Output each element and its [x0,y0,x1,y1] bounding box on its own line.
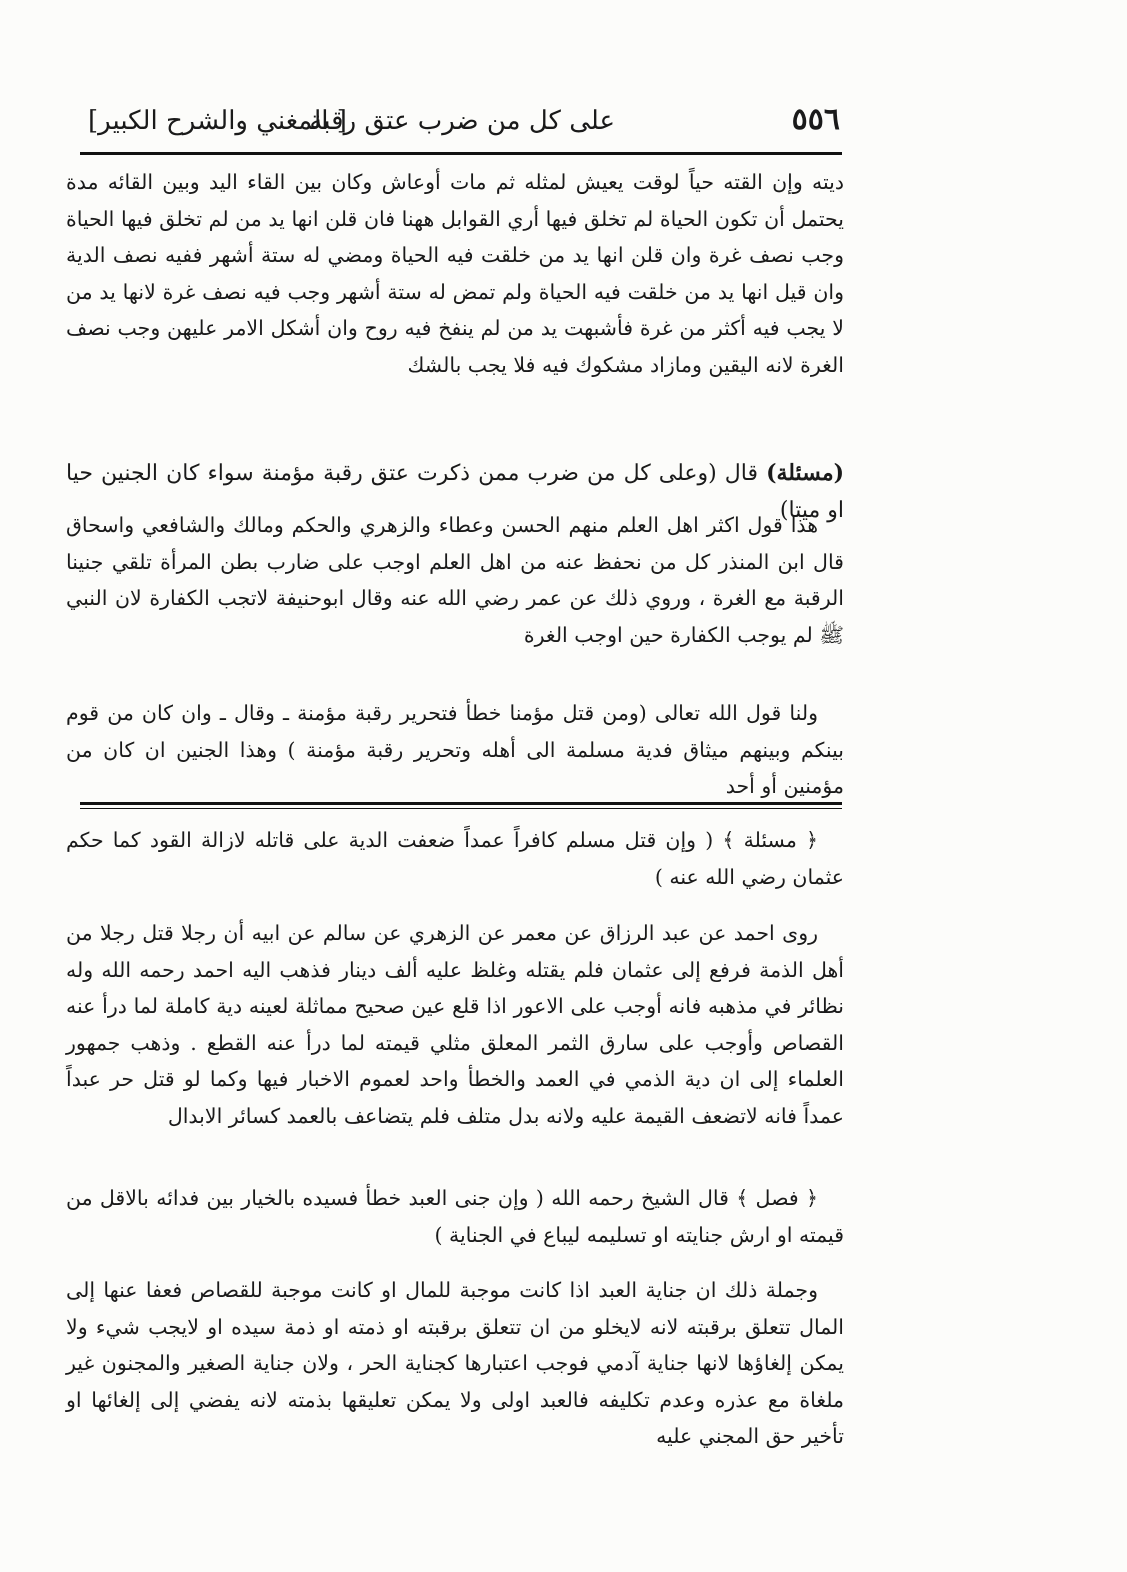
commentary-paragraph-1: هذا قول اكثر اهل العلم منهم الحسن وعطاء والزهري والحكم ومالك والشافعي واسحاق قال ابن المنذر كل من نحفظ عنه من اهل العلم اوجب على ضارب بطن المرأة تلقي جنينا الرقبة مع الغرة ، وروي ذلك عن عمر رضي الله عنه وقال ابوحنيفة لاتجب الكفارة لان النبي ﷺ لم يوجب الكفارة حين اوجب الغرة [66,513,844,647]
masala-text: قال (وعلى كل من ضرب ممن ذكرت عتق رقبة مؤمنة سواء كان الجنين حيا او ميتا) [66,461,844,523]
page-header [88,94,840,152]
commentary-paragraph-2: ولنا قول الله تعالى (ومن قتل مؤمنا خطأ فتحرير رقبة مؤمنة ـ وقال ـ وان كان من قوم بينكم وبينهم ميثاق فدية مسلمة الى أهله وتحرير رقبة مؤمنة ) وهذا الجنين ان كان من مؤمنين أو أحد [66,701,844,798]
section-divider-thin [80,808,842,809]
masala-bottom: ﴿ مسئلة ﴾ ( وإن قتل مسلم كافراً عمداً ضعفت الدية على قاتله لازالة القود كما حكم عثمان رضي الله عنه ) [66,828,844,889]
book-title: [ المغني والشرح الكبير] [88,106,347,136]
masala-label: (مسئلة) [766,460,845,486]
bottom-paragraph-2: وجملة ذلك ان جناية العبد اذا كانت موجبة للمال او كانت موجبة للقصاص فعفا عنها إلى المال تتعلق برقبته لانه لايخلو من ان تتعلق برقبته او ذمته او ذمة سيده او لايجب شيء ولا يمكن إلغاؤها لانها جناية آدمي فوجب اعتبارها كجناية الحر ، ولان جناية الصغير والمجنون غير ملغاة مع عذره وعدم تكليفه فالعبد اولى ولا يمكن تعليقها بذمته لانه يفضي إلى إلغائها او تأخير حق المجني عليه [66,1278,844,1448]
section-divider-thick [80,802,842,805]
continuation-paragraph: ديته وإن القته حياً لوقت يعيش لمثله ثم مات أوعاش وكان بين القاء اليد وبين القائه مدة يحتمل أن تكون الحياة لم تخلق فيها أري القوابل ههنا فان قلن انها يد من لم تخلق فيها الحياة وجب نصف غرة وان قلن انها يد من خلقت فيه الحياة ومضي له ستة أشهر ففيه نصف الدية وان قيل انها يد من خلقت فيه الحياة ولم تمض له ستة أشهر وجب فيه نصف غرة لانها يد من لا يجب فيه أكثر من غرة فأشبهت يد من لم ينفخ فيه روح وان أشكل الامر عليهن وجب نصف الغرة لانه اليقين ومازاد مشكوك فيه فلا يجب بالشك [66,170,844,377]
fasl-heading: ﴿ فصل ﴾ قال الشيخ رحمه الله ( وإن جنى العبد خطأ فسيده بالخيار بين فدائه بالاقل من قيمته او ارش جنايته او تسليمه ليباع في الجناية ) [66,1186,844,1247]
header-rule [80,152,842,155]
bottom-paragraph-1: روى احمد عن عبد الرزاق عن معمر عن الزهري عن سالم عن ابيه أن رجلا قتل رجلا من أهل الذمة فرفع إلى عثمان فلم يقتله وغلظ عليه ألف دينار فذهب اليه احمد رحمه الله وله نظائر في مذهبه فانه أوجب على الاعور اذا قلع عين صحيح مماثلة لعينه دية كاملة لما درأ عنه القصاص وأوجب على سارق الثمر المعلق مثلي قيمته لما درأ عنه القطع . وذهب جمهور العلماء إلى ان دية الذمي في العمد والخطأ واحد لعموم الاخبار فيها وكما لو قتل حر عبداً عمداً فانه لاتضعف القيمة عليه ولانه بدل متلف فلم يتضاعف بالعمد كسائر الابدال [66,921,844,1128]
page-number: ٥٥٦ [791,102,840,137]
section-title: على كل من ضرب عتق رقبة [309,106,615,136]
